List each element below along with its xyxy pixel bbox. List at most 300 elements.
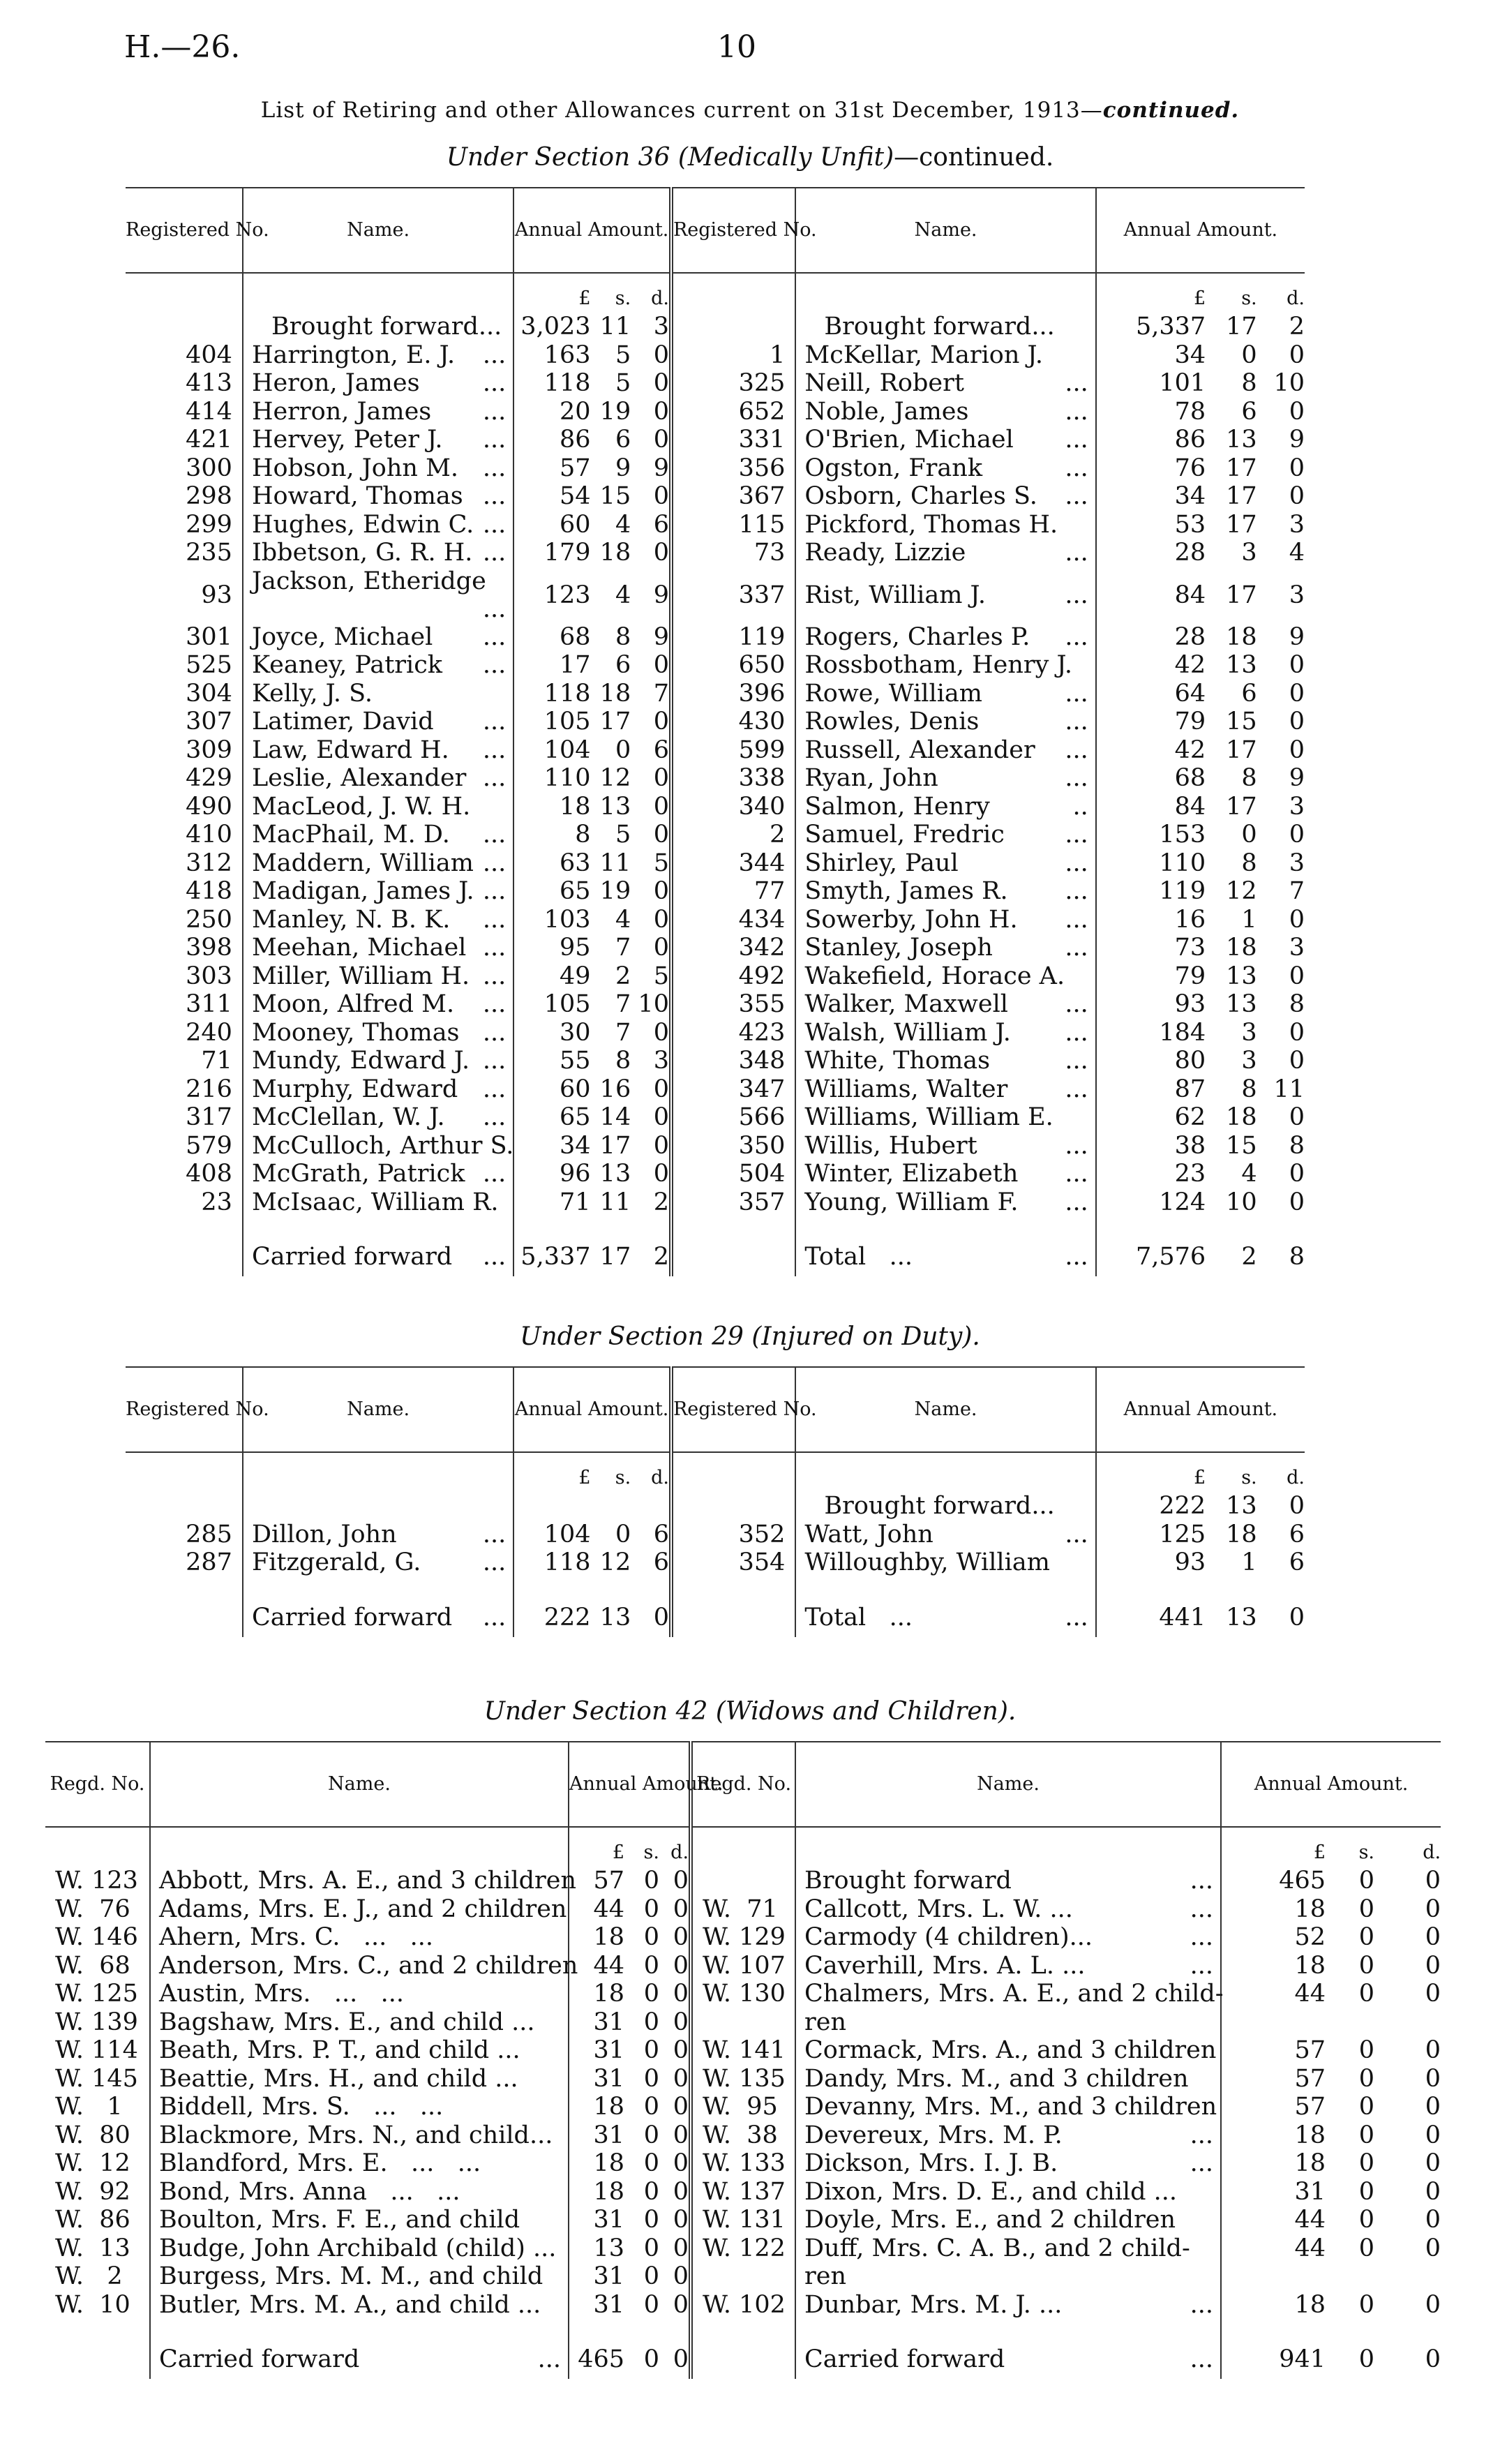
leader-dots: ... <box>1190 1923 1214 1952</box>
amount-pounds: 52 <box>1221 1923 1326 1952</box>
amount-pence: 2 <box>1289 313 1305 341</box>
amount-pence: 0 <box>653 341 669 369</box>
table-row <box>126 1019 1305 1047</box>
amount-shillings: 2 <box>1241 1243 1257 1271</box>
amount-shillings: 0 <box>643 1980 659 2008</box>
section29-subtitle <box>0 1322 1500 1351</box>
entry-name <box>243 1103 513 1132</box>
leader-dots: ... <box>1065 736 1088 764</box>
amount-shillings: 4 <box>615 510 631 539</box>
amount-shillings: 7 <box>615 990 631 1019</box>
col-amount: Annual Amount. <box>513 188 671 273</box>
entry-regd-no: W. 95 <box>691 2093 795 2121</box>
leader-dots: ... <box>1065 1131 1088 1160</box>
entry-name-text: Willoughby, William <box>804 1548 1050 1577</box>
leader-dots: ... <box>1190 2345 1214 2373</box>
amount-shillings: 10 <box>1226 1188 1257 1216</box>
amount-pounds: 44 <box>569 1952 624 1980</box>
amount-pounds: 28 <box>1096 539 1206 567</box>
entry-reg-no: 235 <box>186 539 232 567</box>
entry-name-text: Carried forward <box>159 2345 360 2373</box>
entry-regd-no: W. 131 <box>691 2206 795 2234</box>
amount-shillings: 0 <box>1358 2206 1375 2234</box>
table-row <box>126 482 1305 511</box>
amount-pence: 0 <box>1289 1188 1305 1216</box>
amount-shillings: 17 <box>599 1243 631 1271</box>
entry-reg-no: 338 <box>671 764 795 793</box>
amount-pounds: 941 <box>1221 2340 1326 2379</box>
unit-shillings: s. <box>615 288 631 309</box>
entry-name-text: MacPhail, M. D. <box>251 821 450 849</box>
amount-shillings: 0 <box>643 2093 659 2121</box>
leader-dots: ... <box>482 1243 507 1271</box>
amount-pounds: 96 <box>513 1160 590 1188</box>
amount-pence: 5 <box>653 962 669 990</box>
table-row <box>126 793 1305 821</box>
amount-shillings: 6 <box>615 426 631 454</box>
entry-name <box>243 849 513 878</box>
amount-shillings: 6 <box>1241 679 1257 708</box>
brought-forward-row <box>126 1492 1305 1521</box>
entry-name: Abbott, Mrs. A. E., and 3 children <box>150 1867 569 1895</box>
entry-regd-no: W. 13 <box>55 2234 130 2262</box>
entry-name: Bond, Mrs. Anna ... ... <box>150 2178 569 2207</box>
entry-regd-no: W. 68 <box>55 1951 130 1980</box>
amount-pence: 0 <box>653 1103 669 1132</box>
table-row <box>45 2262 1441 2291</box>
amount-pence: 0 <box>1289 962 1305 990</box>
entry-name: Adams, Mrs. E. J., and 2 children <box>150 1895 569 1924</box>
entry-name <box>795 2121 1221 2150</box>
amount-pence: 0 <box>673 2121 689 2149</box>
entry-name-text: Ryan, John <box>804 764 938 793</box>
entry-regd-no: W. 12 <box>55 2149 130 2178</box>
leader-dots: ... <box>1065 539 1088 567</box>
leader-dots: ... <box>482 622 507 651</box>
amount-shillings: 17 <box>1226 581 1257 609</box>
leader-dots: ... <box>482 821 507 849</box>
amount-pence: 0 <box>1425 2177 1441 2206</box>
amount-pounds: 57 <box>569 1867 624 1895</box>
entry-reg-no: 410 <box>186 821 232 849</box>
entry-name <box>243 736 513 765</box>
leader-dots: ... <box>482 962 507 990</box>
amount-shillings: 0 <box>1358 2093 1375 2121</box>
table-row <box>45 2149 1441 2178</box>
amount-pounds: 5,337 <box>1096 313 1206 341</box>
amount-pence: 0 <box>1425 2149 1441 2178</box>
amount-shillings: 17 <box>599 708 631 736</box>
amount-pounds: 73 <box>1096 934 1206 962</box>
amount-pence: 0 <box>673 2234 689 2262</box>
entry-name <box>243 934 513 962</box>
entry-name <box>243 877 513 906</box>
amount-shillings: 15 <box>599 482 631 511</box>
section42-table <box>45 1741 1441 2379</box>
amount-pounds: 54 <box>513 482 590 511</box>
entry-reg-no: 23 <box>201 1188 232 1216</box>
leader-dots: ... <box>1065 905 1088 934</box>
col-amount-right: Annual Amount. <box>1096 188 1305 273</box>
leader-dots: ... <box>482 510 507 539</box>
amount-pence: 0 <box>1425 2234 1441 2262</box>
entry-name: Bagshaw, Mrs. E., and child ... <box>150 2008 569 2037</box>
totals-row <box>45 2340 1441 2379</box>
section36-subtitle-italic: Under Section 36 (Medically Unfit) <box>446 143 894 172</box>
entry-name <box>795 1160 1095 1188</box>
amount-pounds: 57 <box>513 454 590 483</box>
amount-pence: 4 <box>1289 539 1305 567</box>
table-row <box>126 398 1305 426</box>
amount-pounds: 49 <box>513 962 590 991</box>
amount-pounds: 57 <box>1221 2036 1326 2065</box>
table-row <box>126 962 1305 991</box>
entry-name <box>795 482 1095 511</box>
page-title <box>0 98 1500 123</box>
amount-pence: 6 <box>653 510 669 539</box>
amount-pounds: 34 <box>1096 482 1206 511</box>
leader-dots: ... <box>1190 1895 1214 1923</box>
amount-pounds: 18 <box>1221 2121 1326 2150</box>
table-row <box>126 1521 1305 1549</box>
amount-shillings: 17 <box>1226 792 1257 821</box>
leader-dots: ... <box>1065 764 1088 793</box>
amount-shillings: 8 <box>615 622 631 651</box>
entry-name: Butler, Mrs. M. A., and child ... <box>150 2291 569 2320</box>
amount-pence: 0 <box>673 1867 689 1895</box>
amount-pounds: 110 <box>1096 849 1206 878</box>
amount-pence: 9 <box>1289 426 1305 454</box>
col-reg-no-right: Registered No. <box>671 188 795 273</box>
amount-pence: 0 <box>653 397 669 426</box>
entry-name <box>243 482 513 511</box>
amount-pence: 0 <box>1425 2121 1441 2149</box>
entry-name <box>243 680 513 708</box>
entry-name-text: White, Thomas <box>804 1047 991 1075</box>
amount-pence: 7 <box>1289 877 1305 906</box>
amount-pounds: 44 <box>1221 2234 1326 2263</box>
amount-pounds: 31 <box>569 2291 624 2320</box>
entry-name-text: Smyth, James R. <box>804 877 1008 906</box>
table-row <box>126 567 1305 623</box>
col-name: Name. <box>243 1367 513 1452</box>
entry-name <box>795 708 1095 736</box>
entry-name <box>795 1923 1221 1952</box>
amount-shillings: 18 <box>1226 934 1257 962</box>
title-main: List of Retiring and other Allowances current on 31st December, 1913— <box>260 98 1103 123</box>
page-number: 10 <box>717 29 756 65</box>
amount-pounds: 118 <box>513 369 590 398</box>
entry-name <box>243 454 513 483</box>
entry-name <box>795 2178 1221 2207</box>
section42-subtitle-text: Under Section 42 (Widows and Children). <box>483 1697 1017 1726</box>
amount-pounds: 184 <box>1096 1019 1206 1047</box>
amount-shillings: 0 <box>643 1951 659 1980</box>
amount-pence: 6 <box>653 736 669 764</box>
amount-pence: 0 <box>673 1923 689 1952</box>
entry-reg-no: 404 <box>186 341 232 369</box>
table-row <box>126 426 1305 454</box>
leader-dots: ... <box>1190 1951 1214 1980</box>
col-name-right: Name. <box>795 1367 1095 1452</box>
entry-name <box>795 1521 1095 1549</box>
entry-name <box>243 1075 513 1104</box>
amount-shillings: 0 <box>643 2149 659 2178</box>
amount-pence: 8 <box>1289 1131 1305 1160</box>
amount-pounds: 87 <box>1096 1075 1206 1104</box>
entry-reg-no: 423 <box>671 1019 795 1047</box>
entry-reg-no: 413 <box>186 369 232 398</box>
amount-shillings: 19 <box>599 877 631 906</box>
amount-pounds: 42 <box>1096 736 1206 765</box>
amount-pence: 0 <box>673 2093 689 2121</box>
amount-shillings: 18 <box>1226 622 1257 651</box>
entry-name-text: Wakefield, Horace A. <box>804 962 1065 990</box>
amount-shillings: 8 <box>615 1047 631 1075</box>
entry-reg-no: 301 <box>186 622 232 651</box>
entry-name-text: Rogers, Charles P. <box>804 622 1030 651</box>
amount-pounds: 31 <box>569 2065 624 2093</box>
section42-subtitle <box>0 1697 1500 1726</box>
entry-name: Beath, Mrs. P. T., and child ... <box>150 2036 569 2065</box>
table-row <box>126 1047 1305 1075</box>
table-row <box>126 934 1305 962</box>
amount-pence: 3 <box>1289 510 1305 539</box>
amount-pounds: 60 <box>513 511 590 539</box>
entry-name: Budge, John Archibald (child) ... <box>150 2234 569 2263</box>
entry-reg-no: 300 <box>186 454 232 482</box>
table-row <box>45 1923 1441 1952</box>
amount-pence: 3 <box>1289 934 1305 962</box>
amount-pounds: 8 <box>513 821 590 849</box>
amount-pounds: 18 <box>569 2149 624 2178</box>
amount-pence: 0 <box>653 764 669 793</box>
amount-pounds: 163 <box>513 341 590 370</box>
entry-reg-no: 240 <box>186 1018 232 1047</box>
leader-dots: ... <box>482 1047 507 1075</box>
leader-dots: ... <box>482 1075 507 1103</box>
leader-dots: ... <box>482 1548 507 1577</box>
entry-name <box>795 990 1095 1019</box>
amount-pence: 8 <box>1289 1243 1305 1271</box>
leader-dots: ... <box>482 1018 507 1047</box>
entry-reg-no: 579 <box>186 1131 232 1160</box>
unit-pounds: £ <box>1096 273 1206 313</box>
amount-shillings: 0 <box>1241 341 1257 369</box>
amount-pounds: 104 <box>513 736 590 765</box>
amount-pence: 0 <box>1425 2093 1441 2121</box>
amount-pounds: 16 <box>1096 906 1206 934</box>
table-row <box>45 1952 1441 1980</box>
entry-reg-no: 298 <box>186 482 232 511</box>
entry-regd-no: W. 141 <box>691 2036 795 2065</box>
amount-pence: 0 <box>1425 1980 1441 2008</box>
entry-name <box>795 1188 1095 1217</box>
entry-name <box>795 1952 1221 1980</box>
table-row <box>126 849 1305 878</box>
leader-dots: ... <box>1065 1075 1088 1103</box>
leader-dots: ... <box>482 877 507 906</box>
entry-name-text: Maddern, William <box>251 849 474 877</box>
amount-shillings: 17 <box>1226 510 1257 539</box>
amount-pounds: 18 <box>569 2178 624 2207</box>
table-row <box>45 2291 1441 2320</box>
amount-shillings: 13 <box>1226 1492 1257 1521</box>
entry-reg-no: 312 <box>186 849 232 877</box>
table-row <box>126 1548 1305 1577</box>
entry-reg-no: 504 <box>671 1160 795 1188</box>
amount-shillings: 0 <box>643 2345 659 2373</box>
entry-name <box>795 511 1095 539</box>
leader-dots: ... <box>482 369 507 398</box>
entry-name <box>243 426 513 454</box>
unit-shillings: s. <box>1358 1842 1375 1863</box>
entry-reg-no: 299 <box>186 510 232 539</box>
col-amount: Annual Amount. <box>513 1367 671 1452</box>
entry-reg-no: 356 <box>671 454 795 483</box>
amount-shillings: 2 <box>615 962 631 990</box>
table-row <box>45 2206 1441 2234</box>
entry-reg-no: 340 <box>671 793 795 821</box>
entry-reg-no: 307 <box>186 708 232 736</box>
entry-name <box>243 398 513 426</box>
entry-name <box>795 1895 1221 1924</box>
entry-name-text: Dillon, John <box>251 1520 397 1548</box>
entry-name <box>795 2206 1221 2234</box>
entry-name <box>795 1075 1095 1104</box>
entry-name-text: Young, William F. <box>804 1188 1019 1216</box>
entry-name <box>795 426 1095 454</box>
amount-pence: 0 <box>1289 905 1305 934</box>
leader-dots: ... <box>889 1603 913 1632</box>
entry-reg-no: 331 <box>671 426 795 454</box>
leader-dots: ... <box>482 736 507 764</box>
entry-regd-no: W. 71 <box>691 1895 795 1924</box>
amount-pence: 0 <box>1289 1047 1305 1075</box>
amount-shillings: 13 <box>1226 426 1257 454</box>
table-row <box>126 877 1305 906</box>
amount-shillings: 0 <box>1358 2345 1375 2373</box>
amount-pounds: 222 <box>513 1598 590 1637</box>
amount-pounds: 95 <box>513 934 590 962</box>
leader-dots: ... <box>482 397 507 426</box>
amount-pounds: 84 <box>1096 567 1206 623</box>
unit-pounds: £ <box>513 273 590 313</box>
amount-shillings: 5 <box>615 369 631 398</box>
entry-name-text: Heron, James <box>251 369 420 398</box>
amount-pence: 0 <box>1289 454 1305 482</box>
col-reg-no-right: Registered No. <box>671 1367 795 1452</box>
entry-name <box>795 454 1095 483</box>
amount-pence: 0 <box>1289 821 1305 849</box>
amount-pence: 0 <box>653 1603 669 1632</box>
amount-pence: 0 <box>673 2177 689 2206</box>
amount-shillings: 0 <box>1358 1980 1375 2008</box>
table-row <box>45 2234 1441 2263</box>
entry-reg-no: 599 <box>671 736 795 765</box>
amount-pence: 0 <box>653 1018 669 1047</box>
entry-name-text: Carried forward <box>251 1243 453 1271</box>
amount-pounds: 31 <box>569 2206 624 2234</box>
entry-name-text: Herron, James <box>251 397 432 426</box>
section36-subtitle-tail: —continued. <box>894 143 1054 172</box>
entry-name <box>243 567 513 623</box>
entry-regd-no: W. 123 <box>55 1867 138 1895</box>
entry-reg-no: 652 <box>671 398 795 426</box>
leader-dots: ... <box>482 595 507 623</box>
table-row <box>126 1132 1305 1160</box>
entry-name <box>795 567 1095 623</box>
amount-pounds: 18 <box>1221 2149 1326 2178</box>
entry-reg-no: 287 <box>186 1548 232 1577</box>
amount-shillings: 3 <box>1241 1047 1257 1075</box>
amount-shillings: 0 <box>643 1923 659 1952</box>
entry-regd-no: W. 122 <box>691 2234 795 2263</box>
amount-shillings: 0 <box>1358 1867 1375 1895</box>
entry-name <box>795 2149 1221 2178</box>
table-row <box>45 2008 1441 2037</box>
amount-pence: 0 <box>653 905 669 934</box>
amount-shillings: 17 <box>1226 454 1257 482</box>
entry-name: Burgess, Mrs. M. M., and child <box>150 2262 569 2291</box>
leader-dots: ... <box>1190 2121 1214 2149</box>
entry-name <box>243 821 513 849</box>
entry-name <box>243 990 513 1019</box>
table-row <box>126 821 1305 849</box>
entry-name <box>795 906 1095 934</box>
entry-reg-no: 418 <box>186 877 232 906</box>
leader-dots: ... <box>1065 454 1088 482</box>
entry-reg-no: 342 <box>671 934 795 962</box>
unit-shillings: s. <box>615 1467 631 1488</box>
unit-pounds: £ <box>1096 1452 1206 1492</box>
entry-reg-no: 311 <box>186 990 232 1019</box>
leader-dots: ... <box>482 341 507 369</box>
amount-pounds: 101 <box>1096 369 1206 398</box>
amount-pounds: 105 <box>513 708 590 736</box>
amount-pence: 2 <box>653 1188 669 1216</box>
table-row <box>126 454 1305 483</box>
entry-name-text: McClellan, W. J. <box>251 1103 445 1132</box>
entry-reg-no: 344 <box>671 849 795 878</box>
entry-reg-no: 348 <box>671 1047 795 1075</box>
entry-name <box>795 2291 1221 2320</box>
amount-pence: 0 <box>673 2064 689 2093</box>
entry-reg-no: 309 <box>186 736 232 764</box>
entry-name-text: Rist, William J. <box>804 581 986 609</box>
table-row <box>126 1188 1305 1217</box>
amount-pounds: 93 <box>1096 990 1206 1019</box>
amount-pence: 0 <box>673 1951 689 1980</box>
amount-pence: 0 <box>1289 679 1305 708</box>
entry-reg-no: 355 <box>671 990 795 1019</box>
leader-dots: ... <box>1065 622 1088 651</box>
entry-name: Austin, Mrs. ... ... <box>150 1980 569 2008</box>
amount-pence: 3 <box>653 1047 669 1075</box>
amount-shillings: 0 <box>1358 2064 1375 2093</box>
entry-name-text: Murphy, Edward <box>251 1075 458 1103</box>
amount-pence: 0 <box>673 1895 689 1923</box>
leader-dots: ... <box>1065 397 1088 426</box>
entry-name-text: Chalmers, Mrs. A. E., and 2 child- <box>804 1980 1224 2008</box>
entry-name <box>795 764 1095 793</box>
amount-pence: 9 <box>653 454 669 482</box>
entry-name <box>795 623 1095 652</box>
entry-name-text: McGrath, Patrick <box>251 1160 465 1188</box>
amount-pounds: 64 <box>1096 680 1206 708</box>
leader-dots: ... <box>537 2345 561 2373</box>
amount-pence: 3 <box>653 313 669 341</box>
